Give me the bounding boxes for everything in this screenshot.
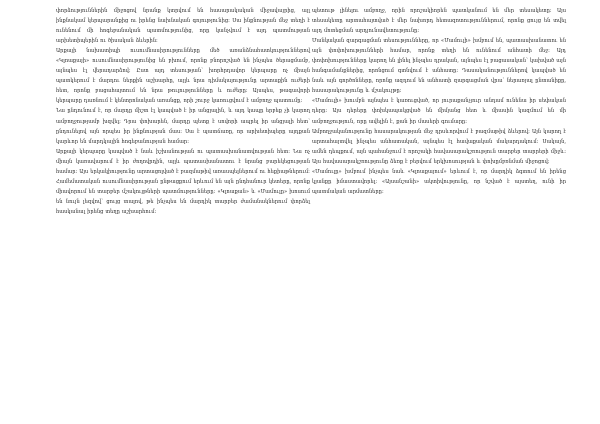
paragraph: «Մամուլը» խմբում ինչպես նաև «Կլոաքայում» երևում է, որ մարդիկ ձգտում են իրենց կյանքը իմաստավորել: «Այսանշանի» ակտիվությունը, որ նշված է այստեղ, ունի իր պատմական արմատները: bbox=[312, 168, 566, 195]
paragraph: Համեմատական ուսումնասիրության ընթացքում երևում են այն ընդհանուր կետերը, որոնք միավորում են տարբեր մշակույթների պատմությունները: «Կլոաքան» և «Մամուլը» խոսում են նույն լեզվով՝ ցույց տալով, թե ինչպես են մարդիկ տարբեր ժամանակներում փորձել հասկանալ իրենց տեղը աշխարհում: bbox=[56, 178, 310, 215]
paragraph: Արքայի կերպարը կապված է նաև իշխանության ու պատասխանատվության հետ: Նա ոչ միայն կառավարում է իր ժողովրդին, այլև պատասխանատու է նրանց բարեկեցության համար: Այս երկակիությունը արտացոլված է բազմաթիվ առասպելներում ու հեքիաթներում: bbox=[56, 148, 310, 175]
paragraph: Նա ընդունում է, որ մարդը միշտ էլ կապված է իր անցյալին, և այդ կապը երբեք չի կարող ամբողջությամբ խզվել: Դրա փոխարեն, մարդը պետք է սովորի ապրել իր անցյալի հետ՝ ընդունելով այն որպես իր ինքնության մաս: Սա է պատճառը, որ արխետիպերը այդքան կարևոր են մարդկային հոգեբանության համար: bbox=[56, 108, 310, 145]
left-text-column bbox=[56, 6, 310, 217]
paragraph: փորձություններին միջոցով նրանք կտրվում են հասարակական միջավայրից, այլ ինքնակամ կերպարանքից ու իրենց նախնական գոյությունից: Սա ինքնության մեջ տեղի է ունենում մի հոգեբանական պատմությունից, որը կանչվում է այդ պատմության արխետիպերին ու ծիսական ձևերին: bbox=[56, 8, 310, 45]
paragraph: Մանկական զարգացման տեսությունները, որ «Մամուլի» խմբում են, պատասխանատու են այն փոփոխությունների համար, որոնք տեղի են ունենում անհատի մեջ: Այդ փոփոխությունները կարող են լինել ինչպես դրական, այնպես էլ բացասական՝ կախված այն հանգամանքներից, որոնցում գտնվում է անհատը: Դասականություններով կապված են նաև այն գործոնները, որոնք ազդում են անհատի զարգացման վրա՝ ներառյալ ընտանիքը, հասարակությունը և մշակույթը: bbox=[312, 38, 566, 95]
paragraph: «Մամուլի» խումբն այնպես է կառուցված, որ յուրաքանչյուր անդամ ունենա իր սեփական դերը: Այս դերերը փոխկապակցված են միմյանց հետ և միասին կազմում են մի ամբողջություն, որը ավելին է, քան իր մասերի գումարը: bbox=[312, 98, 566, 125]
paragraph: Ամբողջականությունը հասարակության մեջ դրսևորվում է բազմաթիվ ձևերով: Այն կարող է արտահայտվել ինչպես անհատական, այնպես էլ հավաքական մակարդակում: Սակայն, ամեն դեպքում, այն պահանջում է որոշակի հավասարակշռություն տարբեր տարրերի միջև: Այս հավասարակշռությունը ձեռք է բերվում երկխոսության և փոխըմբռնման միջոցով: bbox=[312, 128, 566, 165]
paragraph: պետութ լինելու ամբողջ, որին որոշակիորեն պատկանում են մեր տեսակետը: Այս տեսակետը արտահայտված է մեր նախորդ հետազոտություններում, որոնք ցույց են տվել այդ մոտեցման արդյունավետությունը: bbox=[312, 8, 566, 35]
right-text-column bbox=[312, 6, 566, 197]
paragraph: Արքայի նախատիպի ուսումնասիրությունները մեծ առանձնահատկություններով «Կլոաքայի» ուսումնասիրությունից են բխում, որոնք բնորոշված են ինչպես ծերացմամբ, այնպես էլ վերադարձով: Ըստ այդ տեսության՝ խորհրդավոր կերպարը ոչ միայն պատկերում է մարդու ներքին աշխարհը, այլև նրա դիմակայությունը արտաքին ուժերի հետ, որոնք բացահայտում են նրա թուլությունները և ուժերը: Այսպես, թագավորի կերպարը դառնում է կենտրոնական առանցք, որի շուրջ կառուցվում է ամբողջ պատումը: bbox=[56, 48, 310, 105]
